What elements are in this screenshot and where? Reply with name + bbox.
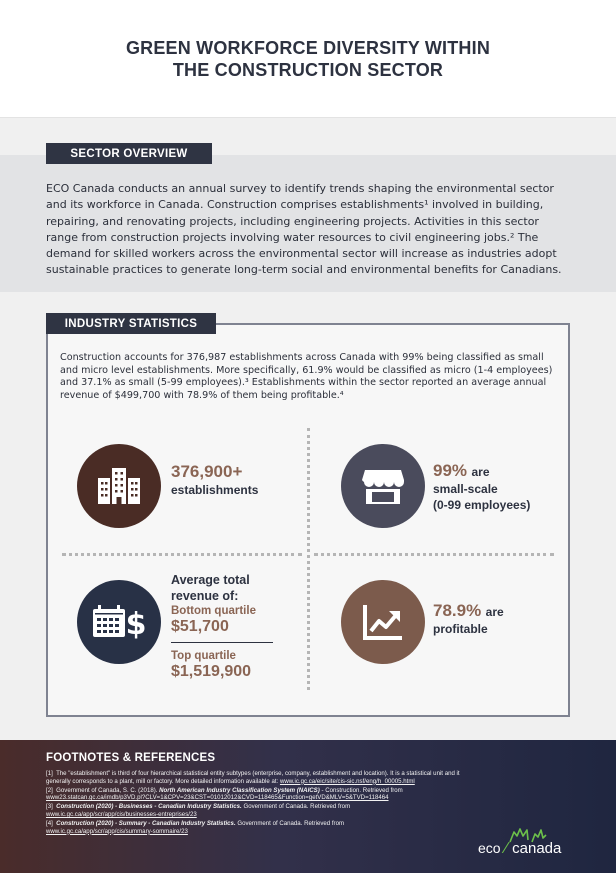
profitable-circle	[341, 580, 425, 664]
footnote-4	[46, 820, 476, 835]
establishments-circle	[77, 444, 161, 528]
footnote-1	[46, 770, 476, 785]
profitable-value: 78.9%	[433, 601, 482, 620]
revenue-stat	[171, 572, 273, 681]
profitable-stat	[433, 601, 504, 637]
industry-statistics-label: INDUSTRY STATISTICS	[46, 313, 216, 334]
revenue-heading-1: Average total	[171, 573, 250, 587]
footnote-3-source-title: Construction (2020) - Businesses - Canadian Industry Statistics.	[56, 803, 242, 811]
establishments-label: establishments	[171, 483, 259, 497]
sector-overview-text: ECO Canada conducts an annual survey to identify trends shaping the environmental sector and its workforce in Canada. Construction comprises establishments¹ involved in building, repairing, and renovating projects, including engineering projects. Activities in this sector range from construction projects involving water resources to civil engineering jobs.² The demand for skilled workers across the environmental sector will increase as industries adopt sustainable practices to generate long-term social and environmental benefits for Canadians.	[46, 182, 562, 277]
footnote-2-text: - Construction. Retrieved from	[321, 786, 403, 794]
eco-canada-logo	[478, 826, 588, 862]
footnote-3	[46, 803, 476, 818]
svg-text:$: $	[125, 607, 147, 640]
small-scale-circle	[341, 444, 425, 528]
small-scale-range: (0-99 employees)	[433, 498, 531, 512]
logo-divider: ∕	[500, 840, 513, 857]
footnote-1-text: The "establishment" is third of four hierarchical statistical entity subtypes (enterprise, company, establishment and location). It is a statistical unit and it generally corresponds to a plant, mill or factory. More detailed information available at:	[46, 770, 460, 785]
footnote-2-number: [2]	[46, 786, 53, 794]
bottom-quartile-label: Bottom quartile	[171, 605, 256, 617]
small-scale-value: 99%	[433, 461, 468, 480]
top-quartile-value: $1,519,900	[171, 663, 252, 680]
establishments-value: 376,900+	[171, 462, 243, 481]
page-title	[0, 0, 616, 118]
logo-wordmark	[478, 840, 561, 858]
footnote-3-link[interactable]: www.ic.gc.ca/app/scr/app/cis/businesses-entreprises/23	[46, 810, 197, 818]
footnote-4-number: [4]	[46, 820, 53, 828]
footnote-1-number: [1]	[46, 770, 53, 777]
footnote-2	[46, 787, 476, 802]
revenue-heading-2: revenue of:	[171, 589, 239, 603]
page-title-line-2: THE CONSTRUCTION SECTOR	[172, 59, 444, 80]
storefront-icon	[361, 466, 405, 506]
profitable-word: are	[485, 605, 504, 619]
footnote-1-link[interactable]: www.ic.gc.ca/eic/site/cis-sic.nsf/eng/h_00005.html	[279, 777, 415, 785]
horizontal-divider-left	[62, 553, 302, 556]
footnote-2-link[interactable]: www23.statcan.gc.ca/imdb/p3VD.pl?CLV=1&CPV=23&CST=01012012&CVD=118465&Function=getVD&MLV=5&TVD=118464	[46, 794, 389, 802]
footnote-3-number: [3]	[46, 803, 53, 811]
buildings-icon	[96, 466, 142, 506]
growth-chart-icon	[362, 603, 404, 641]
footnote-2-source-title: North American Industry Classification System (NAICS)	[159, 786, 320, 794]
establishments-stat	[171, 462, 258, 498]
page-title-line-1: GREEN WORKFORCE DIVERSITY WITHIN	[125, 37, 491, 58]
footnotes-title: FOOTNOTES & REFERENCES	[46, 752, 216, 764]
small-scale-stat	[433, 461, 530, 513]
horizontal-divider-right	[314, 553, 554, 556]
profitable-label: profitable	[433, 622, 488, 636]
small-scale-label: small-scale	[433, 482, 498, 496]
bottom-quartile-value: $51,700	[171, 618, 273, 643]
sector-overview-label: SECTOR OVERVIEW	[46, 143, 212, 164]
top-quartile-label: Top quartile	[171, 650, 236, 662]
logo-canada: canada	[512, 840, 562, 857]
calendar-dollar-icon	[91, 604, 147, 640]
vertical-divider	[307, 428, 310, 690]
footnote-4-source-title: Construction (2020) - Summary - Canadian Industry Statistics.	[56, 820, 236, 828]
footnote-3-text: Government of Canada. Retrieved from	[243, 803, 351, 811]
footnote-2-author: Government of Canada, S. C. (2018).	[56, 786, 158, 794]
logo-eco: eco	[478, 840, 501, 856]
footnote-4-text: Government of Canada. Retrieved from	[237, 820, 345, 828]
footnotes-list	[46, 770, 476, 837]
revenue-circle	[77, 580, 161, 664]
small-scale-word: are	[471, 465, 490, 479]
industry-statistics-intro: Construction accounts for 376,987 establishments across Canada with 99% being classified as small and micro level establishments. More specifically, 61.9% would be classified as micro (1-4 employees) and 37.1% as small (5-99 employees).³ Establishments within the sector reported an average annual revenue of $499,700 with 78.9% of them being profitable.⁴	[60, 352, 553, 401]
footnote-4-link[interactable]: www.ic.gc.ca/app/scr/app/cis/summary-sommaire/23	[46, 827, 188, 835]
